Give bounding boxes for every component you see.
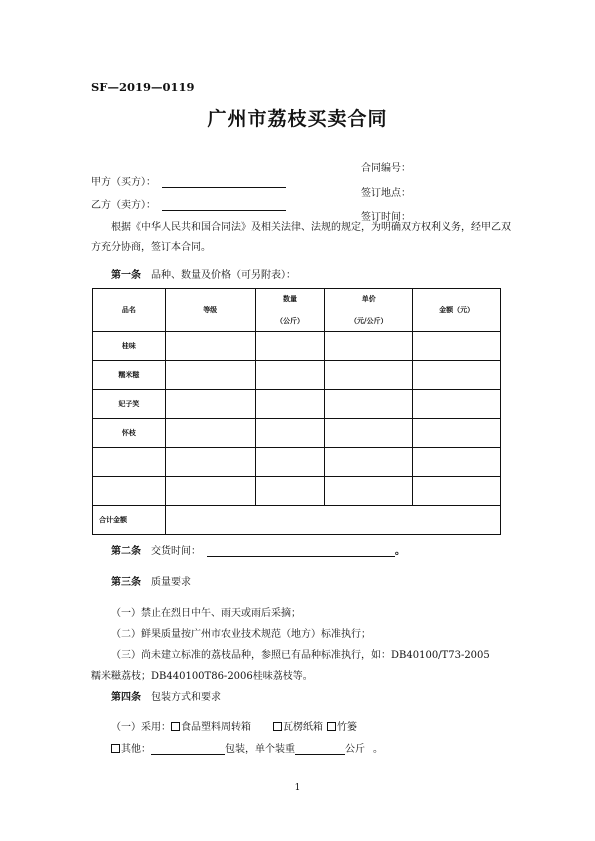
price-cell[interactable] [325, 477, 413, 506]
price-cell[interactable] [325, 419, 413, 448]
table-row [93, 361, 501, 390]
article-2-number: 第二条 [111, 546, 141, 557]
article-4-text: 包装方式和要求 [151, 692, 221, 703]
variety-cell: 妃子笑 [93, 390, 166, 419]
delivery-time-field[interactable] [207, 545, 395, 557]
option-plastic-crate-label: 食品塑料周转箱 [181, 722, 251, 733]
variety-cell[interactable] [93, 448, 166, 477]
checkbox-bamboo-basket[interactable] [327, 722, 336, 731]
goods-table [92, 288, 501, 535]
quality-item: （一）禁止在烈日中午、雨天或雨后采摘； [111, 608, 301, 619]
page-title: 广州市荔枝买卖合同 [207, 108, 388, 130]
party-a-label: 甲方（买方）： [91, 177, 156, 188]
checkbox-plastic-crate[interactable] [171, 722, 180, 731]
variety-cell[interactable] [93, 477, 166, 506]
quality-item: （二）鲜果质量按广州市农业技术规范（地方）标准执行； [111, 629, 371, 640]
col-header-unit-price-label: 单价 [361, 294, 376, 303]
option-bamboo-basket-label: 竹篓 [337, 722, 357, 733]
grade-cell[interactable] [165, 419, 255, 448]
price-cell[interactable] [325, 390, 413, 419]
page-number: 1 [294, 783, 301, 793]
quantity-cell[interactable] [255, 332, 325, 361]
amount-cell[interactable] [413, 477, 501, 506]
packaging-prefix: （一）采用： [111, 722, 171, 733]
document-code: SF—2019—0119 [91, 80, 195, 94]
amount-cell[interactable] [413, 419, 501, 448]
grade-cell[interactable] [165, 448, 255, 477]
packaging-options-row [111, 718, 357, 733]
quantity-cell[interactable] [255, 477, 325, 506]
col-header-quantity [255, 289, 325, 332]
price-cell[interactable] [325, 332, 413, 361]
amount-cell[interactable] [413, 361, 501, 390]
col-header-unit-price-unit: （元/公斤） [350, 316, 388, 325]
packaging-other-row [111, 740, 383, 755]
variety-cell: 桂味 [93, 332, 166, 361]
table-row [93, 419, 501, 448]
other-label: 其他： [121, 744, 151, 755]
quantity-cell[interactable] [255, 419, 325, 448]
variety-cell: 糯米糍 [93, 361, 166, 390]
table-row [93, 448, 501, 477]
price-cell[interactable] [325, 448, 413, 477]
party-b-label: 乙方（卖方）： [91, 200, 156, 211]
grade-cell[interactable] [165, 361, 255, 390]
price-cell[interactable] [325, 361, 413, 390]
variety-cell: 怀枝 [93, 419, 166, 448]
quality-item-continued: 糯米糍荔枝；DB440100T86-2006桂味荔枝等。 [91, 671, 313, 682]
total-amount-cell[interactable] [165, 506, 500, 535]
article-2-end: 。 [395, 546, 405, 557]
other-packaging-field[interactable] [151, 743, 225, 755]
col-header-grade: 等级 [165, 289, 255, 332]
table-row [93, 390, 501, 419]
amount-cell[interactable] [413, 448, 501, 477]
quantity-cell[interactable] [255, 448, 325, 477]
grade-cell[interactable] [165, 390, 255, 419]
party-b-field[interactable] [162, 199, 286, 211]
checkbox-corrugated-box[interactable] [273, 722, 282, 731]
contract-number-label: 合同编号： [361, 163, 411, 174]
sign-time-label: 签订时间： [361, 212, 411, 223]
article-4-number: 第四条 [111, 692, 141, 703]
col-header-quantity-label: 数量 [282, 294, 297, 303]
article-4-heading [111, 688, 221, 703]
table-total-row [93, 506, 501, 535]
unit-weight-field[interactable] [295, 743, 345, 755]
quantity-cell[interactable] [255, 390, 325, 419]
quality-item: （三）尚未建立标准的荔枝品种，参照已有品种标准执行，如：DB40100/T73-2005 [111, 650, 490, 661]
quantity-cell[interactable] [255, 361, 325, 390]
unit-weight-unit: 公斤 [345, 744, 365, 755]
option-corrugated-box-label: 瓦楞纸箱 [283, 722, 323, 733]
col-header-name: 品名 [93, 289, 166, 332]
article-1-heading [111, 266, 296, 281]
amount-cell[interactable] [413, 332, 501, 361]
other-row-end: 。 [373, 744, 383, 755]
grade-cell[interactable] [165, 332, 255, 361]
other-mid-text: 包装，单个装重 [225, 744, 295, 755]
party-b-row [91, 196, 286, 211]
total-amount-label: 合计金额 [93, 506, 166, 535]
article-3-text: 质量要求 [151, 577, 191, 588]
preamble-paragraph: 根据《中华人民共和国合同法》及相关法律、法规的规定，为明确双方权利义务，经甲乙双方充分协商，签订本合同。 [91, 222, 511, 253]
article-3-number: 第三条 [111, 577, 141, 588]
table-row [93, 477, 501, 506]
col-header-amount: 金额（元） [413, 289, 501, 332]
party-a-field[interactable] [162, 176, 286, 188]
article-1-number: 第一条 [111, 270, 141, 281]
grade-cell[interactable] [165, 477, 255, 506]
table-row [93, 332, 501, 361]
article-3-heading [111, 573, 191, 588]
table-header-row [93, 289, 501, 332]
checkbox-other[interactable] [111, 744, 120, 753]
article-1-text: 品种、数量及价格（可另附表）： [151, 270, 296, 281]
col-header-unit-price [325, 289, 413, 332]
article-2-heading [111, 542, 405, 557]
amount-cell[interactable] [413, 390, 501, 419]
party-a-row [91, 173, 286, 188]
article-2-text: 交货时间： [151, 546, 201, 557]
col-header-quantity-unit: （公斤） [275, 316, 304, 325]
sign-place-label: 签订地点： [361, 188, 411, 199]
